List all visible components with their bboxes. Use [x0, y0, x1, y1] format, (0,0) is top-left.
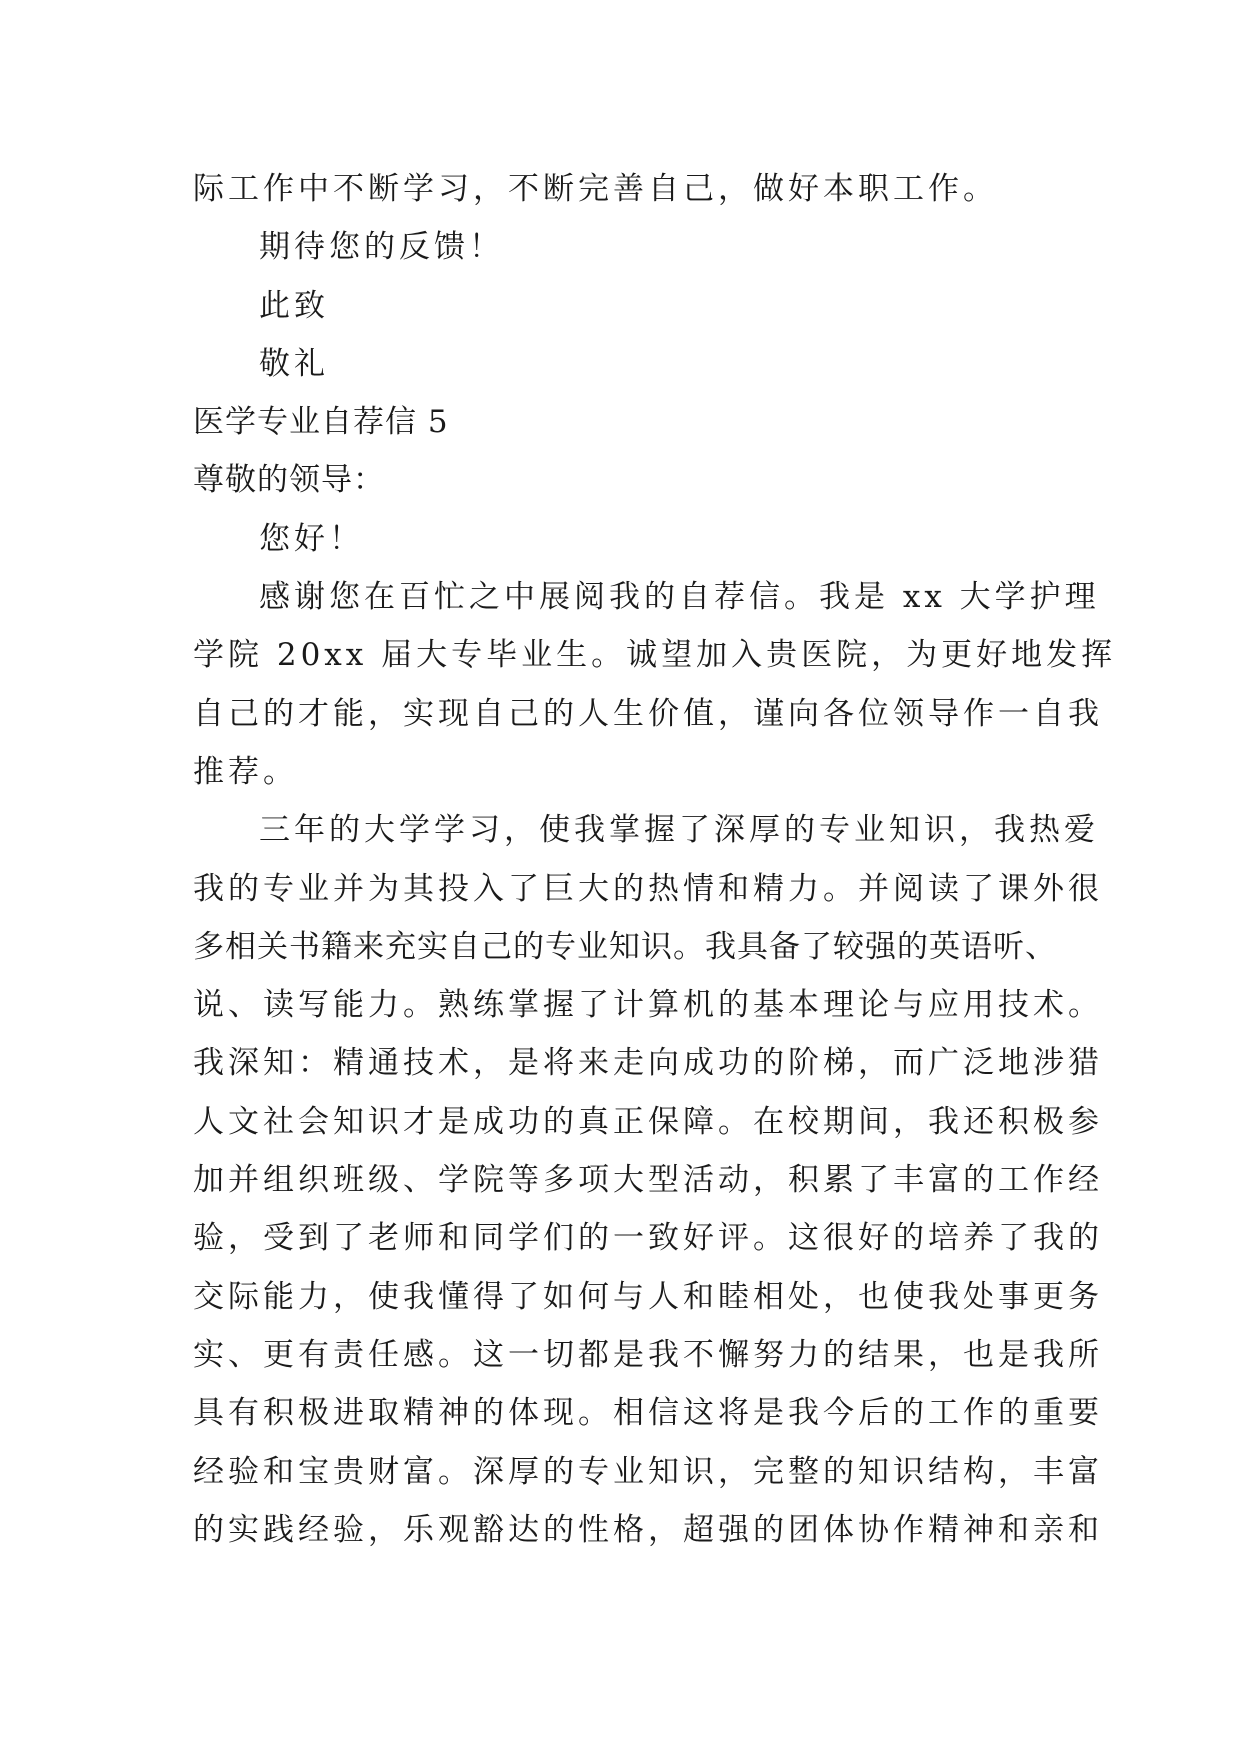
paragraph-line: 的实践经验，乐观豁达的性格，超强的团体协作精神和亲和	[193, 1511, 1103, 1548]
paragraph-line: 三年的大学学习，使我掌握了深厚的专业知识，我热爱	[259, 812, 1099, 849]
closing-line: 期待您的反馈！	[259, 229, 504, 266]
closing-line: 敬礼	[259, 345, 329, 382]
letter-title: 医学专业自荐信 5	[193, 404, 449, 441]
salutation: 尊敬的领导：	[193, 462, 385, 499]
greeting: 您好！	[259, 520, 364, 557]
paragraph-line: 我的专业并为其投入了巨大的热情和精力。并阅读了课外很	[193, 870, 1103, 907]
paragraph-line: 验，受到了老师和同学们的一致好评。这很好的培养了我的	[193, 1220, 1103, 1257]
paragraph-line: 多相关书籍来充实自己的专业知识。我具备了较强的英语听、	[193, 928, 1057, 965]
paragraph-line: 说、读写能力。熟练掌握了计算机的基本理论与应用技术。	[193, 987, 1103, 1024]
paragraph-line: 自己的才能，实现自己的人生价值，谨向各位领导作一自我	[193, 695, 1103, 732]
body-line: 际工作中不断学习，不断完善自己，做好本职工作。	[193, 171, 998, 207]
paragraph-line: 感谢您在百忙之中展阅我的自荐信。我是 xx 大学护理	[259, 579, 1100, 616]
paragraph-line: 交际能力，使我懂得了如何与人和睦相处，也使我处事更务	[193, 1278, 1103, 1315]
paragraph-line: 学院 20xx 届大专毕业生。诚望加入贵医院，为更好地发挥	[193, 637, 1117, 674]
paragraph-line: 实、更有责任感。这一切都是我不懈努力的结果，也是我所	[193, 1336, 1103, 1373]
document-page	[193, 160, 1117, 1559]
paragraph-line: 具有积极进取精神的体现。相信这将是我今后的工作的重要	[193, 1395, 1103, 1432]
paragraph-line: 推荐。	[193, 753, 298, 790]
paragraph-line: 我深知：精通技术，是将来走向成功的阶梯，而广泛地涉猎	[193, 1045, 1103, 1082]
paragraph-line: 经验和宝贵财富。深厚的专业知识，完整的知识结构，丰富	[193, 1453, 1103, 1490]
closing-line: 此致	[259, 287, 329, 324]
paragraph-line: 加并组织班级、学院等多项大型活动，积累了丰富的工作经	[193, 1162, 1103, 1199]
paragraph-line: 人文社会知识才是成功的真正保障。在校期间，我还积极参	[193, 1103, 1103, 1140]
